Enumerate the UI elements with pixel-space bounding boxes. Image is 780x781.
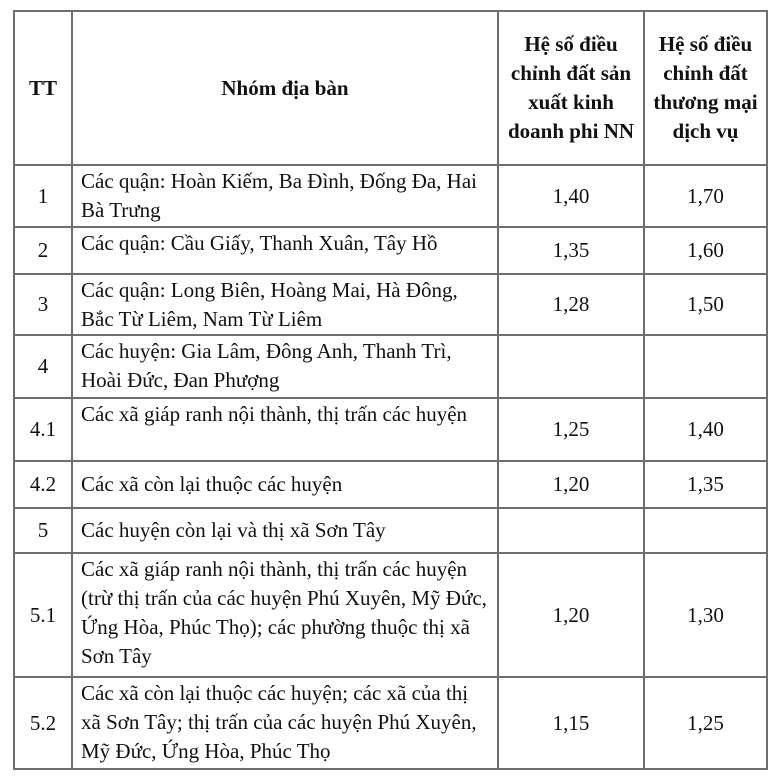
header-group: Nhóm địa bàn	[72, 11, 498, 165]
row-coef-business	[498, 335, 644, 398]
row-tt: 4	[14, 335, 72, 398]
row-tt: 5	[14, 508, 72, 553]
row-coef-commerce	[644, 335, 767, 398]
row-group: Các quận: Cầu Giấy, Thanh Xuân, Tây Hồ	[72, 227, 498, 274]
row-tt: 1	[14, 165, 72, 227]
table-row	[14, 553, 767, 677]
table-row	[14, 165, 767, 227]
table-row	[14, 508, 767, 553]
row-tt: 4.2	[14, 461, 72, 508]
row-coef-business	[498, 508, 644, 553]
row-coef-commerce: 1,35	[644, 461, 767, 508]
row-group: Các xã còn lại thuộc các huyện	[72, 461, 498, 508]
table-row	[14, 461, 767, 508]
row-coef-business: 1,28	[498, 274, 644, 335]
table-row	[14, 227, 767, 274]
row-coef-commerce: 1,30	[644, 553, 767, 677]
table-row	[14, 274, 767, 335]
row-group: Các xã giáp ranh nội thành, thị trấn các huyện	[72, 398, 498, 461]
coefficient-table	[13, 10, 768, 770]
row-tt: 5.1	[14, 553, 72, 677]
row-coef-business: 1,15	[498, 677, 644, 769]
row-coef-business: 1,35	[498, 227, 644, 274]
table-row	[14, 398, 767, 461]
row-coef-commerce: 1,70	[644, 165, 767, 227]
row-coef-commerce: 1,60	[644, 227, 767, 274]
row-coef-business: 1,20	[498, 461, 644, 508]
table-row	[14, 335, 767, 398]
row-coef-commerce	[644, 508, 767, 553]
row-coef-business: 1,40	[498, 165, 644, 227]
row-group: Các quận: Hoàn Kiếm, Ba Đình, Đống Đa, Hai Bà Trưng	[72, 165, 498, 227]
header-tt: TT	[14, 11, 72, 165]
row-tt: 2	[14, 227, 72, 274]
row-tt: 4.1	[14, 398, 72, 461]
row-coef-business: 1,20	[498, 553, 644, 677]
row-coef-commerce: 1,40	[644, 398, 767, 461]
row-coef-business: 1,25	[498, 398, 644, 461]
header-coef-commerce: Hệ số điều chỉnh đất thương mại dịch vụ	[644, 11, 767, 165]
row-group: Các xã còn lại thuộc các huyện; các xã của thị xã Sơn Tây; thị trấn của các huyện Phú Xuyên, Mỹ Đức, Ứng Hòa, Phúc Thọ	[72, 677, 498, 769]
row-coef-commerce: 1,50	[644, 274, 767, 335]
row-group: Các huyện còn lại và thị xã Sơn Tây	[72, 508, 498, 553]
row-tt: 3	[14, 274, 72, 335]
table-row	[14, 677, 767, 769]
row-coef-commerce: 1,25	[644, 677, 767, 769]
header-coef-business: Hệ số điều chỉnh đất sản xuất kinh doanh phi NN	[498, 11, 644, 165]
row-tt: 5.2	[14, 677, 72, 769]
row-group: Các quận: Long Biên, Hoàng Mai, Hà Đông, Bắc Từ Liêm, Nam Từ Liêm	[72, 274, 498, 335]
row-group: Các xã giáp ranh nội thành, thị trấn các huyện (trừ thị trấn của các huyện Phú Xuyên, Mỹ Đức, Ứng Hòa, Phúc Thọ); các phường thuộc thị xã Sơn Tây	[72, 553, 498, 677]
row-group: Các huyện: Gia Lâm, Đông Anh, Thanh Trì, Hoài Đức, Đan Phượng	[72, 335, 498, 398]
